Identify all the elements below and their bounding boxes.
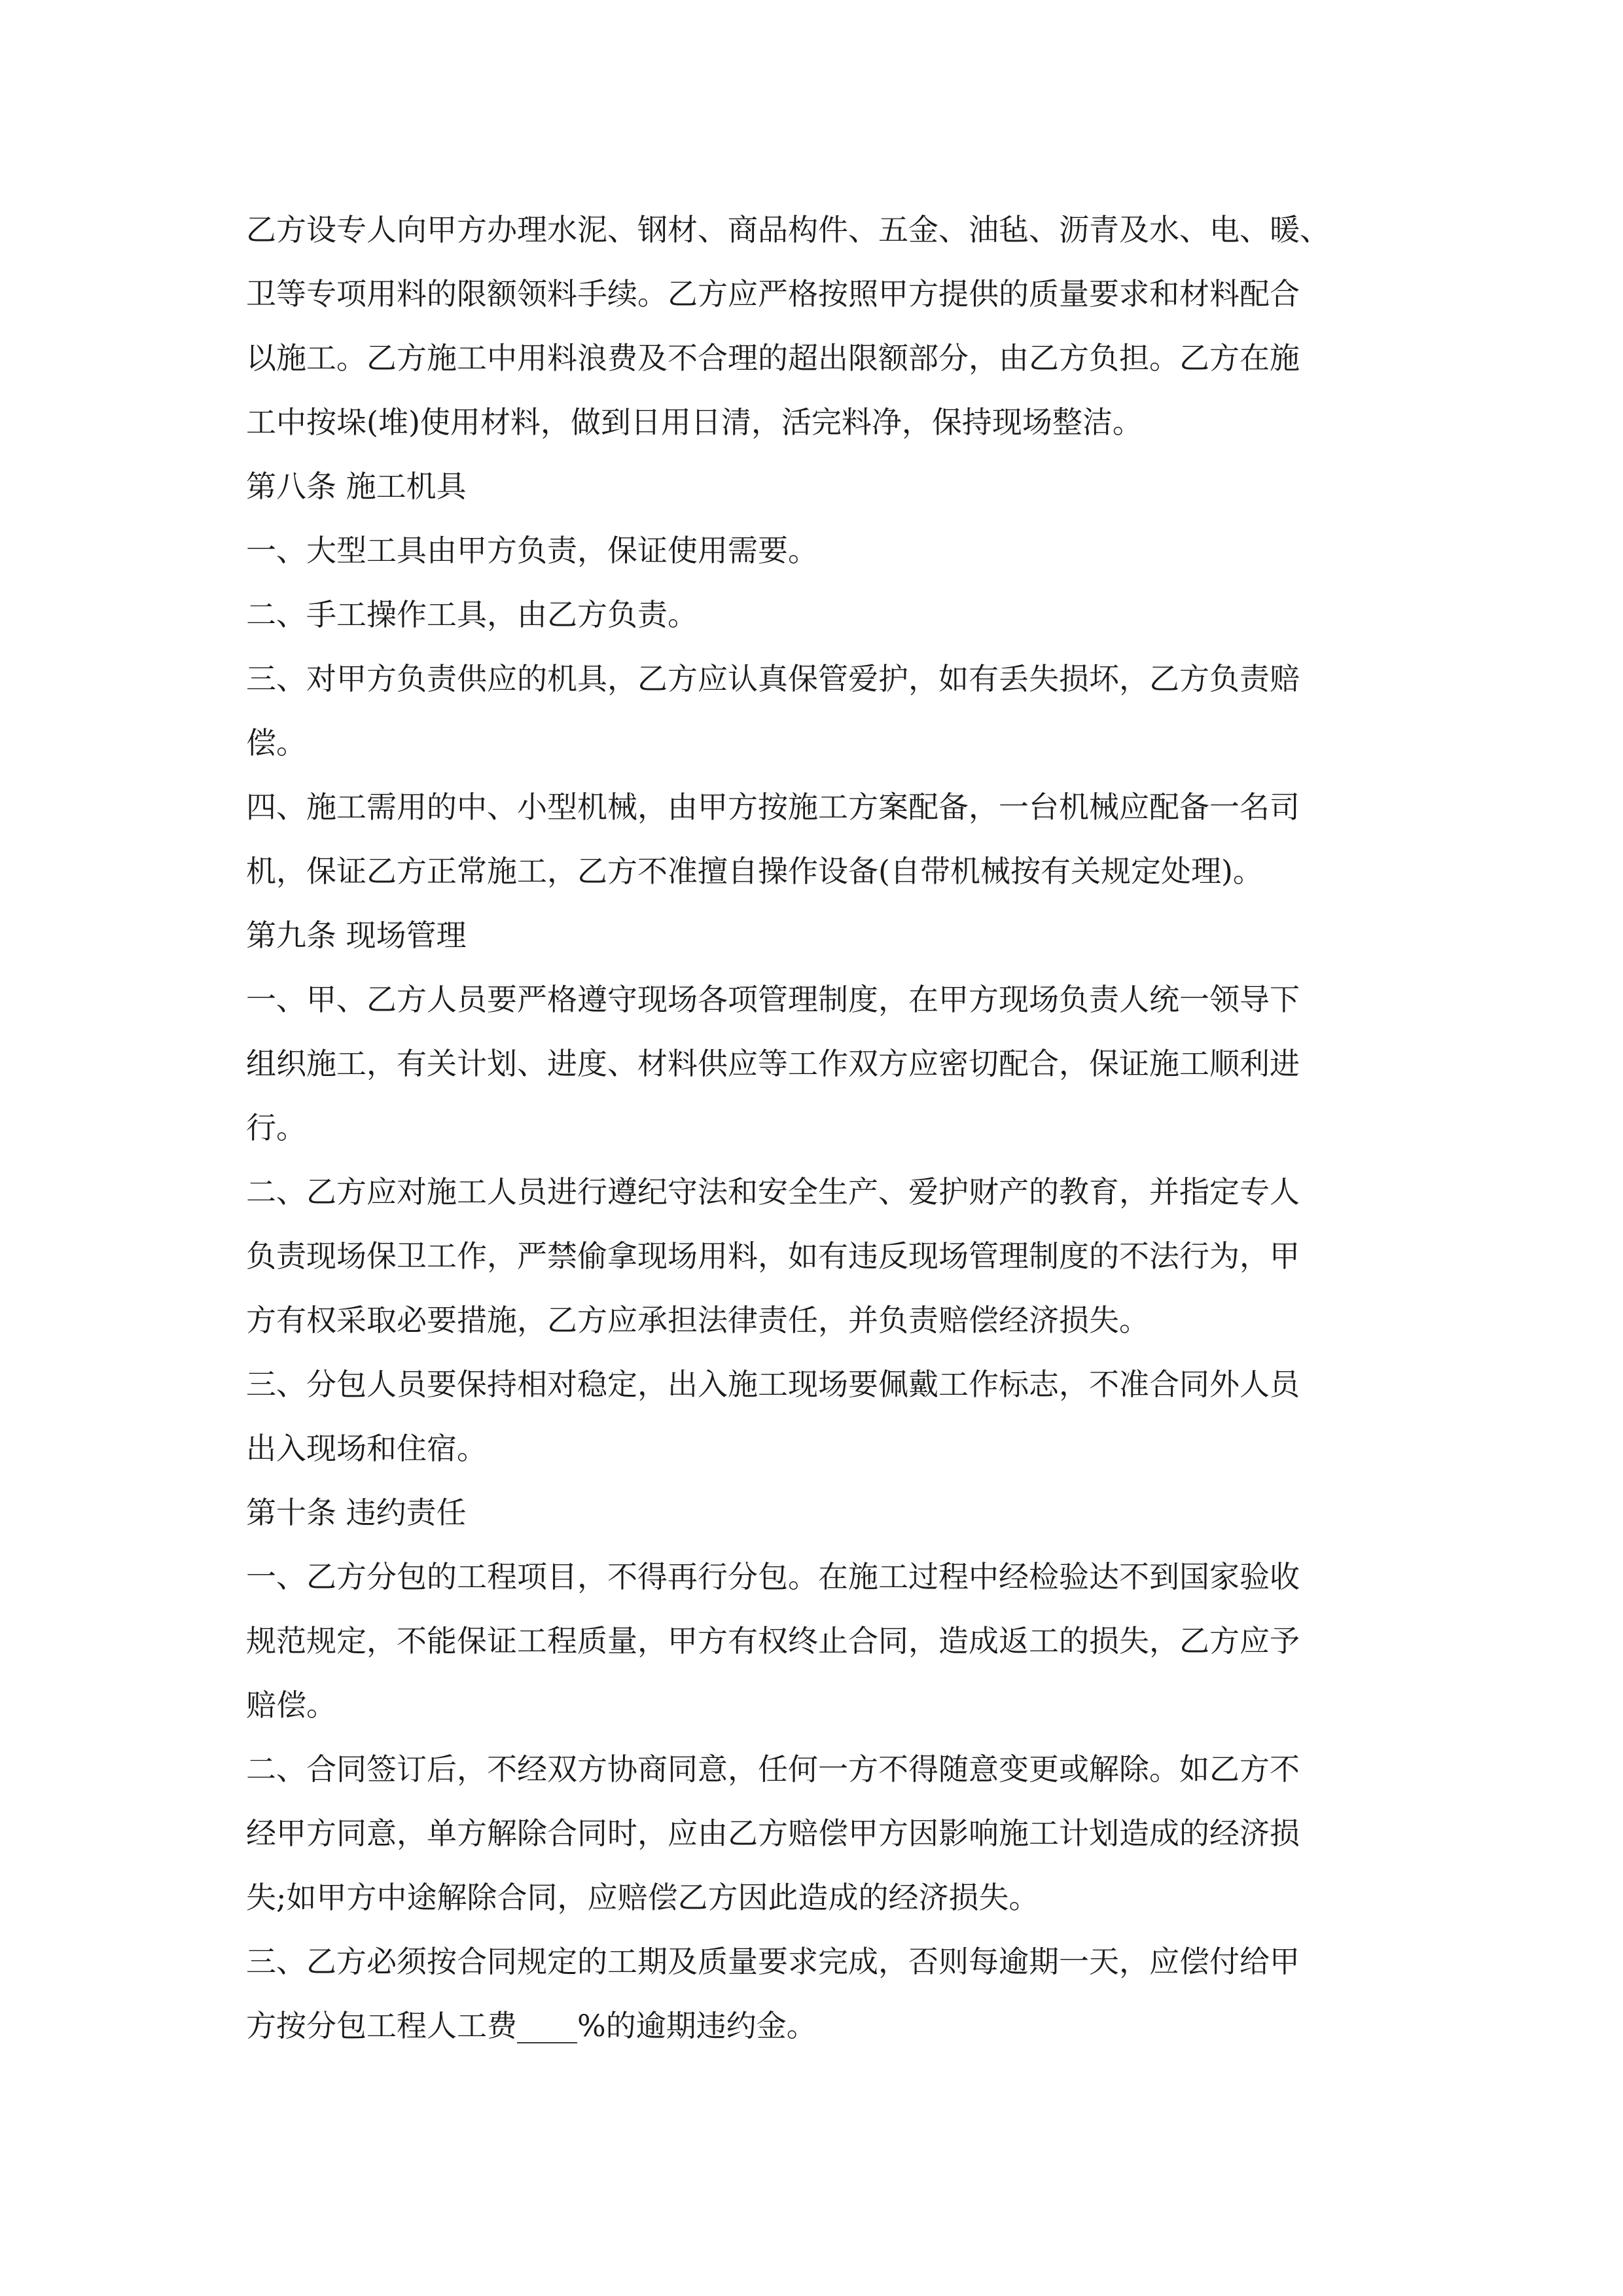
- clause-line: 二、合同签订后，不经双方协商同意，任何一方不得随意变更或解除。如乙方不: [246, 1751, 1300, 1787]
- clause-line: 二、手工操作工具，由乙方负责。: [246, 597, 698, 632]
- document-body: [246, 198, 1424, 2058]
- paragraph-line: 卫等专项用料的限额领料手续。乙方应严格按照甲方提供的质量要求和材料配合: [246, 276, 1300, 312]
- section-heading-article-9: 第九条 现场管理: [246, 918, 467, 953]
- clause-line: 方按分包工程人工费____%的逾期违约金。: [246, 2008, 817, 2043]
- clause-line: 偿。: [246, 725, 306, 761]
- clause-line: 负责现场保卫工作，严禁偷拿现场用料，如有违反现场管理制度的不法行为，甲: [246, 1238, 1300, 1274]
- clause-line: 一、乙方分包的工程项目，不得再行分包。在施工过程中经检验达不到国家验收: [246, 1559, 1300, 1594]
- clause-line: 失;如甲方中途解除合同，应赔偿乙方因此造成的经济损失。: [246, 1880, 1039, 1915]
- clause-line: 出入现场和住宿。: [246, 1431, 487, 1466]
- clause-line: 二、乙方应对施工人员进行遵纪守法和安全生产、爱护财产的教育，并指定专人: [246, 1174, 1300, 1210]
- paragraph-line: 乙方设专人向甲方办理水泥、钢材、商品构件、五金、油毡、沥青及水、电、暖、: [246, 212, 1330, 247]
- clause-line: 机，保证乙方正常施工，乙方不准擅自操作设备(自带机械按有关规定处理)。: [246, 853, 1263, 889]
- clause-line: 三、乙方必须按合同规定的工期及质量要求完成，否则每逾期一天，应偿付给甲: [246, 1944, 1300, 1979]
- paragraph-line: 工中按垛(堆)使用材料，做到日用日清，活完料净，保持现场整洁。: [246, 404, 1143, 440]
- clause-line: 方有权采取必要措施，乙方应承担法律责任，并负责赔偿经济损失。: [246, 1302, 1149, 1338]
- clause-line: 经甲方同意，单方解除合同时，应由乙方赔偿甲方因影响施工计划造成的经济损: [246, 1816, 1300, 1851]
- clause-line: 赔偿。: [246, 1687, 336, 1723]
- clause-line: 规范规定，不能保证工程质量，甲方有权终止合同，造成返工的损失，乙方应予: [246, 1623, 1300, 1659]
- clause-line: 三、分包人员要保持相对稳定，出入施工现场要佩戴工作标志，不准合同外人员: [246, 1367, 1300, 1402]
- clause-line: 三、对甲方负责供应的机具，乙方应认真保管爱护，如有丢失损坏，乙方负责赔: [246, 661, 1300, 696]
- clause-line: 一、甲、乙方人员要严格遵守现场各项管理制度，在甲方现场负责人统一领导下: [246, 982, 1300, 1017]
- clause-line: 组织施工，有关计划、进度、材料供应等工作双方应密切配合，保证施工顺利进: [246, 1046, 1300, 1081]
- clause-line: 行。: [246, 1110, 306, 1145]
- paragraph-line: 以施工。乙方施工中用料浪费及不合理的超出限额部分，由乙方负担。乙方在施: [246, 340, 1300, 376]
- section-heading-article-10: 第十条 违约责任: [246, 1495, 467, 1530]
- section-heading-article-8: 第八条 施工机具: [246, 469, 467, 504]
- clause-line: 四、施工需用的中、小型机械，由甲方按施工方案配备，一台机械应配备一名司: [246, 789, 1300, 825]
- clause-line: 一、大型工具由甲方负责，保证使用需要。: [246, 533, 818, 568]
